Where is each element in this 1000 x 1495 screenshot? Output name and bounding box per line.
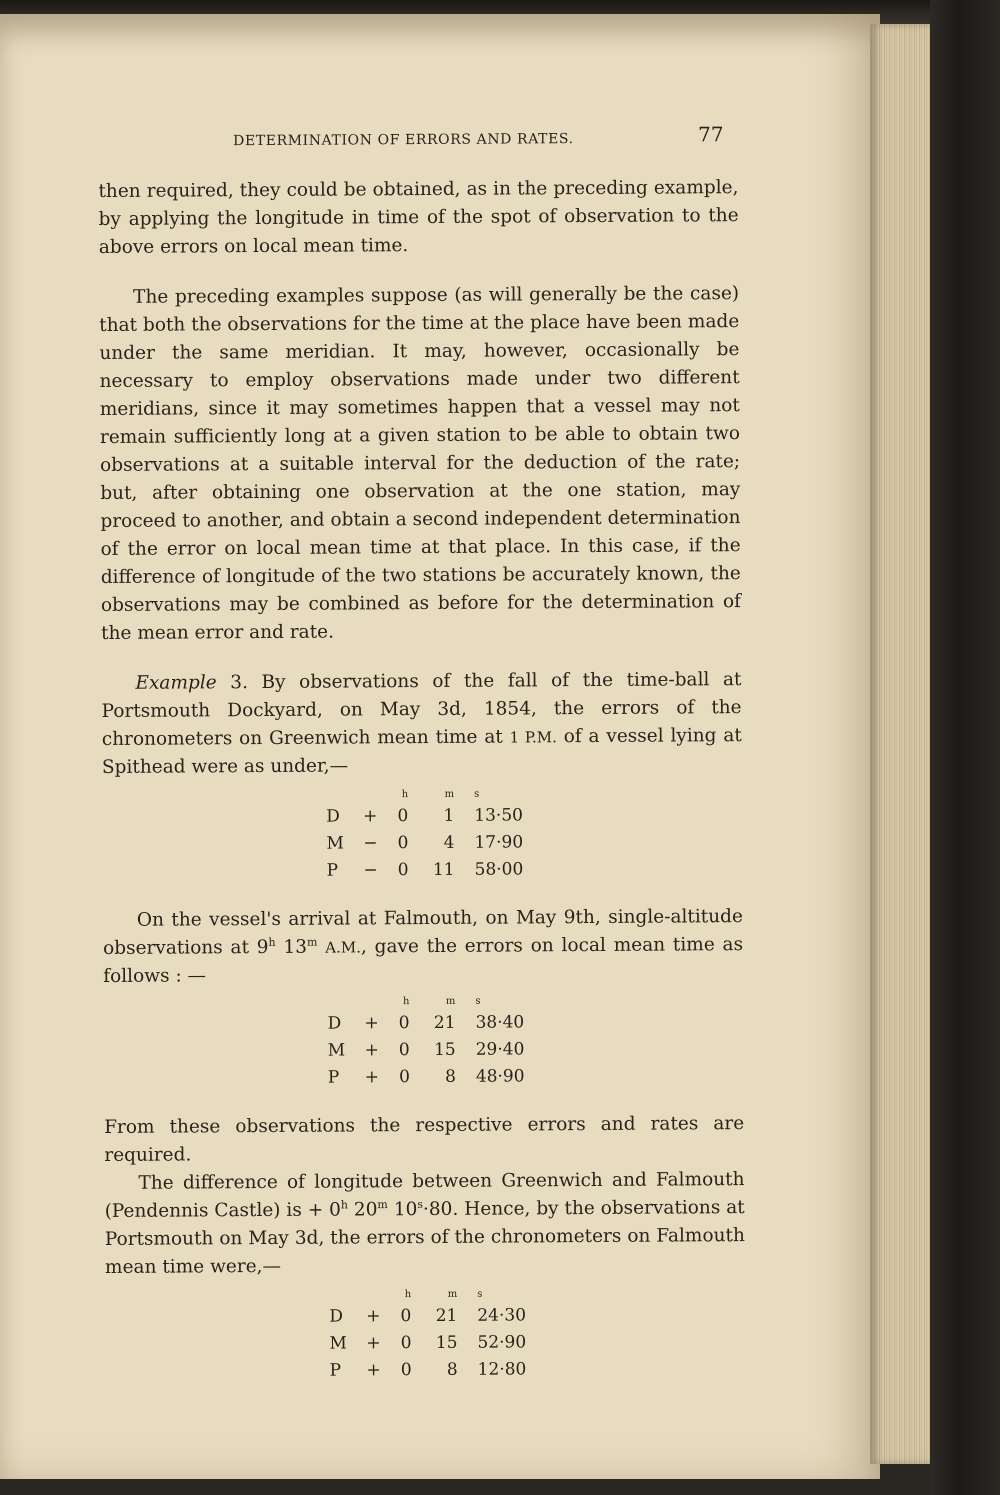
falmouth-text-end: , gave the errors on local mean time as follows : — — [103, 934, 744, 987]
chronometer-label: P — [327, 1067, 340, 1088]
time-hours: 9 — [256, 936, 269, 959]
unit-m: m — [444, 788, 455, 800]
errors-table-falmouth-mean — [323, 1285, 542, 1383]
minutes: 4 — [443, 832, 455, 853]
table-row — [322, 1062, 540, 1090]
longitude-text: The difference of longitude between Greenwich and Falmouth (Pendennis Castle) is + — [104, 1169, 745, 1222]
unit-s: s — [477, 1288, 483, 1300]
seconds: 17·90 — [474, 831, 524, 853]
minutes: 21 — [433, 1012, 456, 1033]
lon-hours: 0 — [329, 1199, 341, 1221]
hours: 0 — [397, 859, 409, 880]
seconds: 13·50 — [474, 804, 523, 826]
running-head — [98, 114, 738, 158]
table-unit-row — [320, 785, 538, 802]
table-unit-row — [321, 992, 539, 1009]
running-title: DETERMINATION OF ERRORS AND RATES. — [233, 131, 574, 150]
hours: 0 — [400, 1359, 412, 1380]
table-row — [321, 855, 539, 883]
sign: + — [364, 1039, 379, 1060]
chronometer-label: M — [326, 833, 344, 854]
example-number: 3. — [230, 672, 248, 694]
time-ampm: A.M. — [325, 938, 362, 957]
table-row — [323, 1301, 541, 1329]
chronometer-label: P — [329, 1360, 342, 1381]
table-row — [321, 1008, 539, 1036]
seconds: 52·90 — [477, 1331, 527, 1353]
example-time: 1 P.M. — [509, 728, 557, 747]
table-unit-row — [323, 1285, 541, 1302]
paragraph-example-3 — [101, 666, 742, 782]
chronometer-label: D — [327, 1013, 342, 1034]
example-label: Example — [135, 672, 217, 694]
unit-hours: h — [268, 935, 276, 949]
unit-s: s — [474, 788, 480, 800]
unit-minutes: m — [306, 935, 318, 949]
paragraph-longitude-difference — [104, 1166, 745, 1282]
table-row — [320, 801, 538, 829]
sign: + — [364, 1066, 380, 1087]
page-content — [98, 114, 746, 1385]
unit-seconds: s — [417, 1197, 423, 1211]
chronometer-label: D — [326, 806, 340, 827]
seconds: 29·40 — [475, 1038, 525, 1060]
minutes: 8 — [444, 1066, 456, 1087]
table-row — [322, 1035, 540, 1063]
paragraph-required: From these observations the respective errors and rates are required. — [104, 1113, 745, 1166]
sign: + — [366, 1359, 381, 1380]
minutes: 15 — [435, 1332, 458, 1353]
hours: 0 — [397, 832, 409, 853]
hours: 0 — [398, 1039, 410, 1060]
minutes: 1 — [443, 805, 455, 826]
page-number: 77 — [698, 122, 724, 147]
falmouth-text: On the vessel's arrival at Falmouth, on May 9th, single-altitude observations at — [103, 906, 743, 959]
lon-minutes: 20 — [353, 1199, 378, 1221]
table-row — [323, 1328, 541, 1356]
errors-table-greenwich — [320, 785, 539, 883]
page-edges — [870, 24, 932, 1464]
minutes: 15 — [433, 1039, 456, 1060]
paragraph-meridians: The preceding examples suppose (as will generally be the case) that both the observations for the time at the place have been made under the same meridian. It may, however, occasionally be necessary to employ observations made under two different meridians, since it may sometimes happen that a vessel may not remain sufficiently long at a given station to be able to obtain two observations at a suitable interval for the deduction of the rate; but, after obtaining one observation at the one station, may proceed to another, and obtain a second independent determination of the error on local mean time at that place. In this case, if the difference of longitude of the two stations be accurately known, the observations may be combined as before for the determination of the mean error and rate. — [99, 283, 742, 644]
hours: 0 — [397, 805, 409, 826]
seconds: 24·30 — [477, 1304, 527, 1326]
lon-seconds-fraction: ·80. — [422, 1198, 459, 1221]
unit-minutes: m — [377, 1198, 388, 1212]
table-row — [320, 828, 538, 856]
paragraph-continuation: then required, they could be obtained, as in the preceding example, by applying the longitude in time of the spot of observation to the above errors on local mean time. — [98, 177, 739, 258]
chronometer-label: P — [326, 860, 339, 881]
unit-m: m — [447, 1288, 458, 1300]
hours: 0 — [400, 1332, 412, 1353]
unit-s: s — [475, 995, 481, 1007]
sign: + — [366, 1305, 381, 1326]
table-row — [324, 1355, 542, 1383]
lon-seconds: 10 — [393, 1199, 418, 1221]
longitude-text-end: Hence, by the observations at Portsmouth on May 3d, the errors of the chronometers on Falmouth mean time were,— — [104, 1197, 745, 1278]
sign: + — [364, 1012, 379, 1033]
sign: − — [363, 859, 378, 880]
unit-h: h — [402, 995, 410, 1007]
unit-hours: h — [340, 1198, 348, 1212]
seconds: 38·40 — [475, 1011, 525, 1033]
hours: 0 — [400, 1305, 412, 1326]
unit-m: m — [445, 995, 456, 1007]
errors-table-falmouth-local — [321, 992, 540, 1090]
minutes: 21 — [435, 1305, 458, 1326]
seconds: 12·80 — [477, 1358, 527, 1380]
paragraph-falmouth-arrival — [103, 903, 744, 991]
example-text-end: of a vessel lying at Spithead were as under,— — [101, 725, 742, 778]
book-cover — [930, 0, 1000, 1495]
hours: 0 — [398, 1012, 410, 1033]
time-minutes: 13 — [283, 936, 308, 958]
sign: + — [363, 805, 378, 826]
unit-h: h — [404, 1288, 412, 1300]
example-text: By observations of the fall of the time-ball at Portsmouth Dockyard, on May 3d, 1854, the errors of the chronometers on Greenwich mean time at — [101, 669, 742, 750]
minutes: 11 — [432, 859, 455, 880]
chronometer-label: M — [327, 1040, 346, 1061]
hours: 0 — [398, 1066, 410, 1087]
sign: + — [366, 1332, 381, 1353]
unit-h: h — [401, 788, 409, 800]
sign: − — [363, 832, 378, 853]
chronometer-label: M — [329, 1333, 347, 1354]
seconds: 48·90 — [475, 1065, 525, 1087]
chronometer-label: D — [329, 1306, 344, 1327]
minutes: 8 — [446, 1359, 458, 1380]
seconds: 58·00 — [474, 858, 524, 880]
